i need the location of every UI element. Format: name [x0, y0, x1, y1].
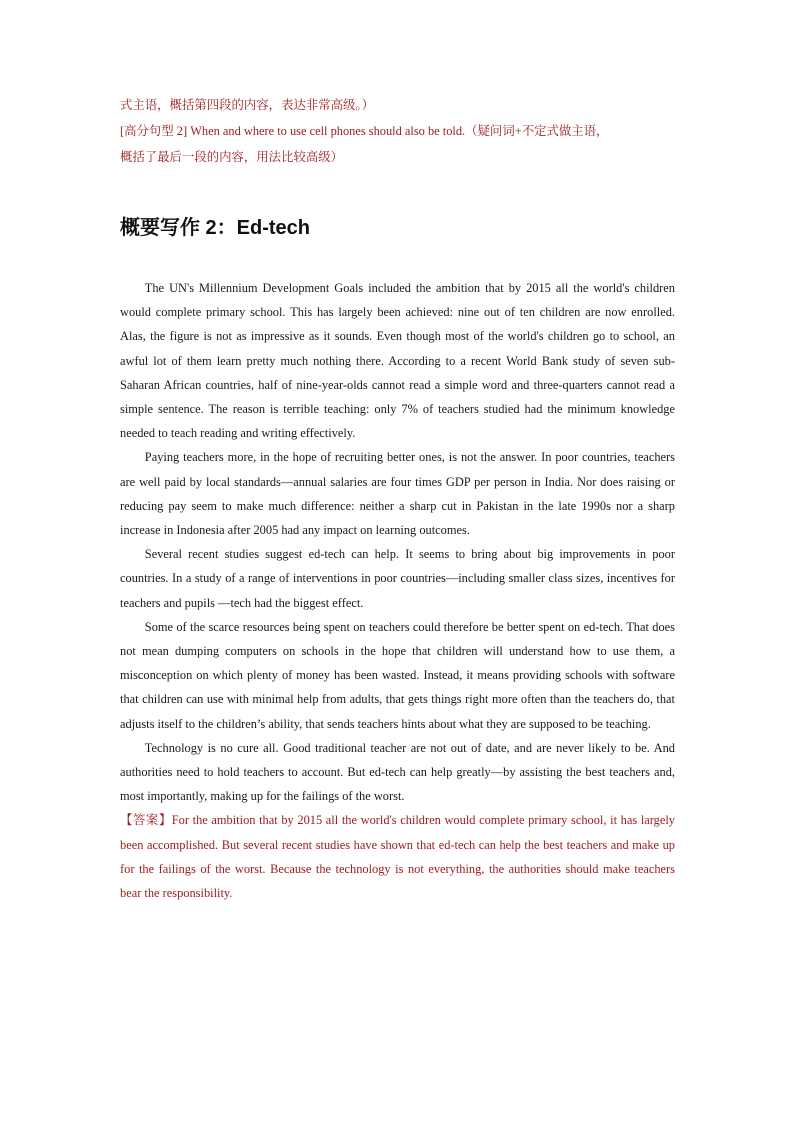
pre-notes: [120, 92, 675, 170]
section-title: 概要写作 2：Ed-tech: [120, 217, 311, 239]
passage-paragraph-5: Technology is no cure all. Good traditional teacher are not out of date, and are never likely to be. And authorities need to hold teachers to account. But ed-tech can help greatly—by assisting the best teachers and, most importantly, making up for the failings of the worst.: [120, 740, 675, 804]
passage-paragraph-4: Some of the scarce resources being spent on teachers could therefore be better spent on ed-tech. That does not mean dumping computers on schools in the hope that children will understand how to use them, a misconception on which plenty of money has been wasted. Instead, it means providing schools with software that children can use with minimal help from adults, that gets things right more often than the teachers do, that adjusts itself to the children’s ability, that sends teachers hints about what they are supposed to be teaching.: [120, 619, 675, 731]
answer-text: For the ambition that by 2015 all the world's children would complete primary school, it has largely been accomplished. But several recent studies have shown that ed-tech can help the best teachers and make up for the failings of the worst. Because the technology is not everything, the authorities should make teachers bear the responsibility.: [120, 813, 675, 901]
passage-paragraph-2: Paying teachers more, in the hope of recruiting better ones, is not the answer. In poor countries, teachers are well paid by local standards—annual salaries are four times GDP per person in India. Nor does raising or reducing pay seem to make much difference: neither a sharp cut in Pakistan in the late 1990s nor a sharp increase in Indonesia after 2005 had any impact on learning outcomes.: [120, 450, 675, 538]
answer-tag: 【答案】: [120, 812, 172, 828]
document-content: [120, 92, 675, 905]
note-line-2: [高分句型 2] When and where to use cell phones should also be told.（疑问词+不定式做主语，: [120, 124, 609, 138]
passage-paragraph-3: Several recent studies suggest ed-tech can help. It seems to bring about big improvements in poor countries. In a study of a range of interventions in poor countries—including smaller class sizes, incentives for teachers and pupils —tech had the biggest effect.: [120, 547, 675, 610]
passage-paragraph-1: The UN's Millennium Development Goals included the ambition that by 2015 all the world's children would complete primary school. This has largely been achieved: nine out of ten children are now enrolled. Alas, the figure is not as impressive as it sounds. Even though most of the world's children go to school, an awful lot of them learn pretty much nothing there. According to a recent World Bank study of seven sub-Saharan African countries, half of nine-year-olds cannot read a simple word and three-quarters cannot read a simple sentence. The reason is terrible teaching: only 7% of teachers studied had the minimum knowledge needed to teach reading and writing effectively.: [120, 281, 675, 441]
note-line-3: 概括了最后一段的内容，用法比较高级）: [120, 150, 344, 164]
answer-paragraph: [120, 808, 675, 905]
passage: [120, 276, 675, 808]
note-line-1: 式主语，概括第四段的内容，表达非常高级。）: [120, 98, 375, 112]
